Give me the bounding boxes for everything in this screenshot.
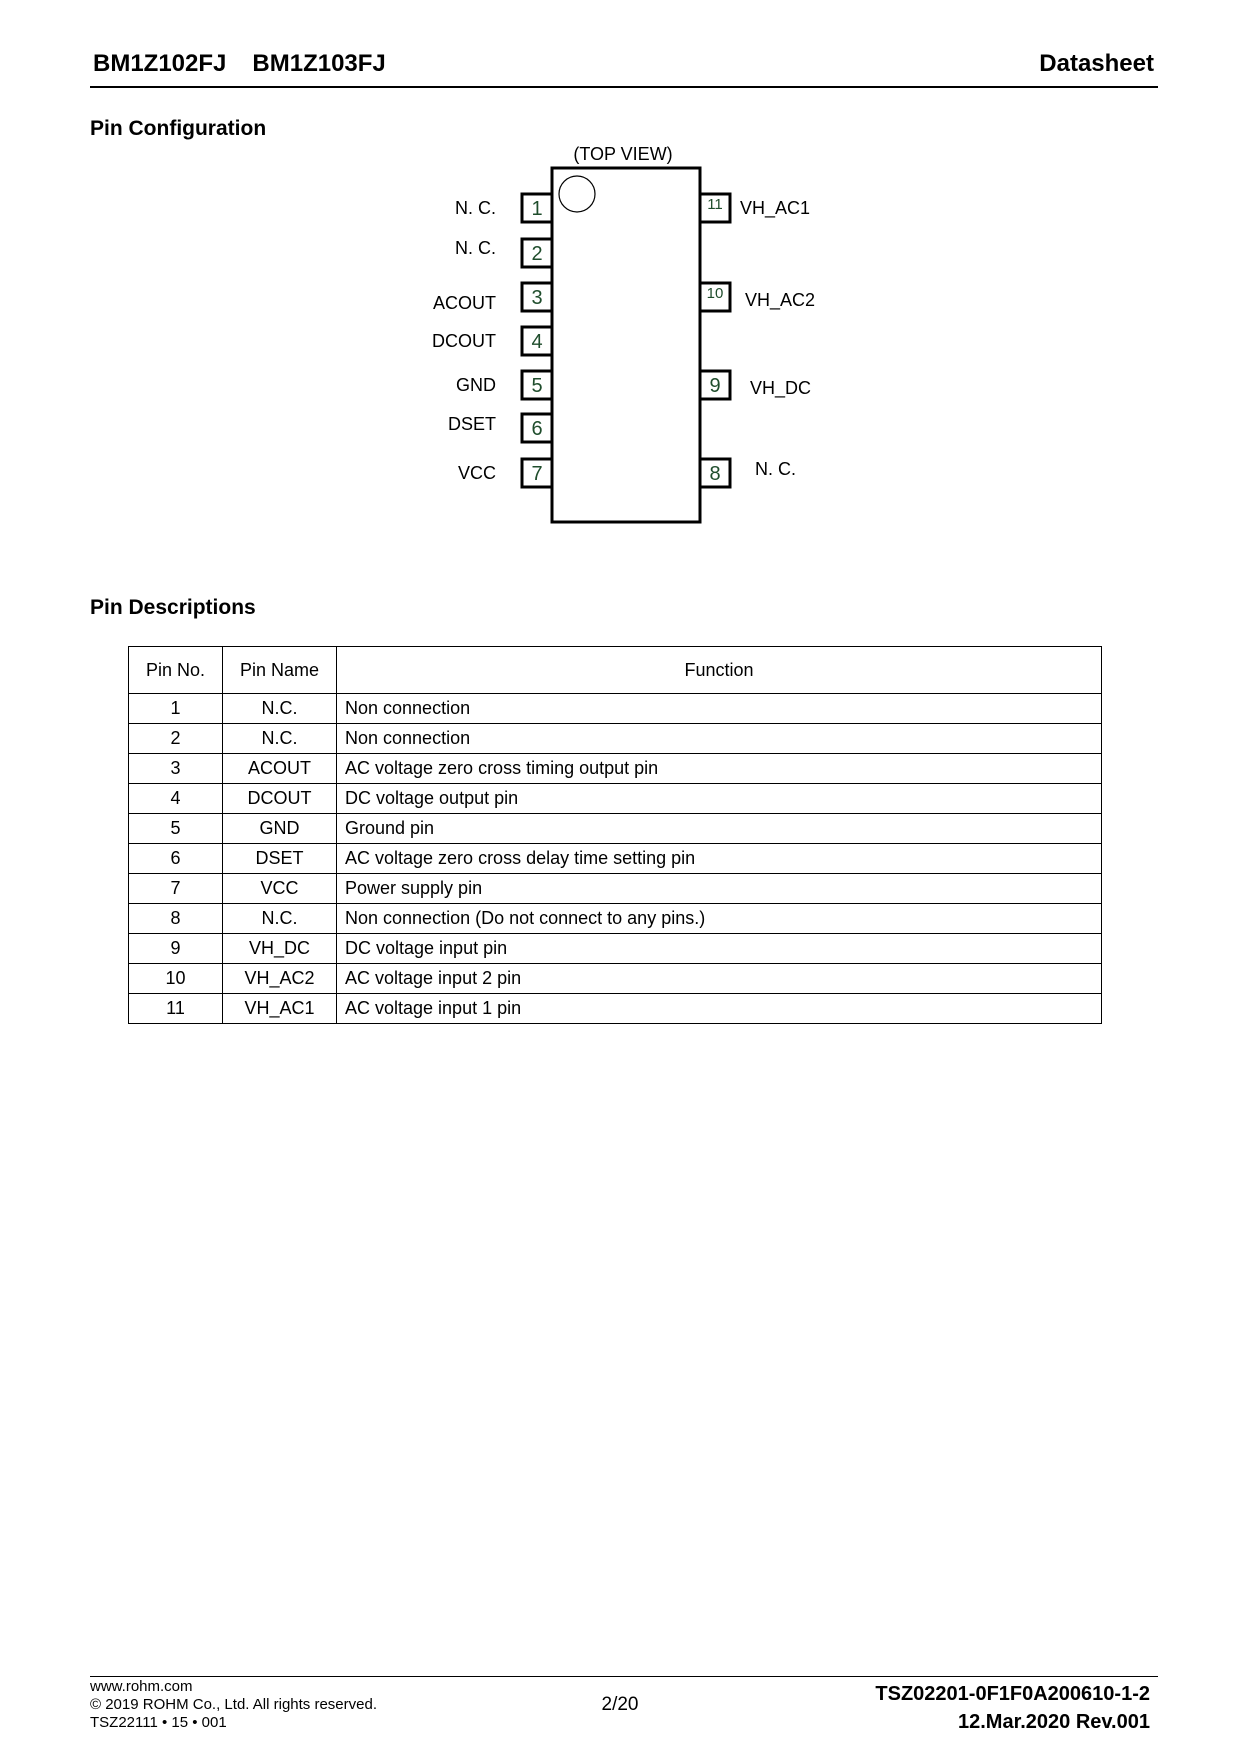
cell-pin-no: 3: [129, 754, 223, 784]
left-pin: [433, 283, 552, 313]
cell-function: Ground pin: [337, 814, 1102, 844]
cell-pin-no: 8: [129, 904, 223, 934]
cell-pin-name: ACOUT: [223, 754, 337, 784]
doc-code-left: TSZ22111 • 15 • 001: [90, 1714, 227, 1731]
cell-pin-no: 2: [129, 724, 223, 754]
pin-label: GND: [456, 375, 496, 395]
col-header-pin-no: Pin No.: [129, 647, 223, 694]
right-pin: [700, 459, 796, 487]
cell-function: AC voltage zero cross timing output pin: [337, 754, 1102, 784]
top-view-label: (TOP VIEW): [573, 144, 673, 164]
cell-pin-name: N.C.: [223, 724, 337, 754]
left-pin: [432, 327, 552, 355]
pin-label: N. C.: [454, 238, 496, 258]
right-pin: [700, 194, 810, 222]
table-row: [129, 994, 1102, 1024]
col-header-pin-name: Pin Name: [223, 647, 337, 694]
pin-label: DSET: [447, 414, 496, 434]
cell-function: DC voltage input pin: [337, 934, 1102, 964]
table-row: [129, 964, 1102, 994]
cell-pin-name: VCC: [223, 874, 337, 904]
pin-number: 2: [531, 243, 543, 265]
cell-pin-name: VH_AC2: [223, 964, 337, 994]
col-header-function: Function: [337, 647, 1102, 694]
table-row: [129, 754, 1102, 784]
pin-label: ACOUT: [433, 293, 496, 313]
table-row: [129, 814, 1102, 844]
table-row: [129, 844, 1102, 874]
pin1-marker: [559, 176, 595, 212]
pin-number: 7: [531, 463, 543, 485]
right-pin: [700, 283, 815, 311]
cell-function: AC voltage input 2 pin: [337, 964, 1102, 994]
left-pin: [455, 194, 552, 222]
cell-function: Non connection (Do not connect to any pins.): [337, 904, 1102, 934]
part-number-1: BM1Z102FJ: [93, 50, 227, 77]
cell-function: AC voltage zero cross delay time setting pin: [337, 844, 1102, 874]
pin-number: 11: [707, 196, 723, 213]
left-pin: [448, 414, 552, 442]
cell-function: DC voltage output pin: [337, 784, 1102, 814]
cell-pin-name: N.C.: [223, 694, 337, 724]
pin-number: 8: [709, 463, 721, 485]
cell-pin-no: 4: [129, 784, 223, 814]
doc-number: TSZ02201-0F1F0A200610-1-2: [875, 1683, 1150, 1705]
cell-function: AC voltage input 1 pin: [337, 994, 1102, 1024]
part-number-2: BM1Z103FJ: [252, 50, 386, 77]
copyright: © 2019 ROHM Co., Ltd. All rights reserved.: [90, 1696, 377, 1713]
table-row: [129, 724, 1102, 754]
cell-pin-name: VH_AC1: [223, 994, 337, 1024]
cell-function: Power supply pin: [337, 874, 1102, 904]
pin-desc-title: Pin Descriptions: [90, 596, 256, 619]
ic-package-body: [552, 168, 700, 522]
pin-label: DCOUT: [432, 331, 496, 351]
pin-number: 9: [709, 375, 721, 397]
left-pin: [458, 459, 552, 487]
pin-config-title: Pin Configuration: [90, 117, 267, 140]
doc-type-label: Datasheet: [1039, 50, 1154, 77]
pin-label: VCC: [457, 463, 496, 483]
left-pin: [455, 238, 552, 267]
table-row: [129, 694, 1102, 724]
left-pin: [456, 371, 552, 399]
cell-pin-name: DSET: [223, 844, 337, 874]
pin-number: 5: [531, 375, 543, 397]
table-row: [129, 934, 1102, 964]
cell-pin-name: VH_DC: [223, 934, 337, 964]
pin-number: 1: [531, 198, 543, 220]
right-pin: [700, 371, 811, 399]
page-number: 2/20: [601, 1694, 639, 1715]
footer-divider: [90, 1676, 1158, 1677]
cell-function: Non connection: [337, 694, 1102, 724]
cell-pin-name: GND: [223, 814, 337, 844]
table-header-row: [129, 647, 1102, 694]
pin-label: N. C.: [755, 459, 797, 479]
date-revision: 12.Mar.2020 Rev.001: [957, 1711, 1150, 1733]
cell-pin-no: 5: [129, 814, 223, 844]
pin-label: VH_DC: [750, 378, 812, 398]
pin-label: VH_AC1: [740, 198, 811, 218]
cell-function: Non connection: [337, 724, 1102, 754]
cell-pin-no: 11: [129, 994, 223, 1024]
pin-number: 3: [531, 287, 543, 309]
website-link[interactable]: www.rohm.com: [90, 1678, 193, 1695]
footer-right: [875, 1680, 1150, 1736]
cell-pin-no: 7: [129, 874, 223, 904]
pin-number: 6: [531, 418, 543, 440]
pin-diagram: [0, 0, 1240, 560]
pin-description-table: [128, 646, 1102, 1024]
cell-pin-no: 9: [129, 934, 223, 964]
pin-label: N. C.: [454, 198, 496, 218]
cell-pin-no: 6: [129, 844, 223, 874]
pin-number: 10: [706, 285, 724, 302]
cell-pin-no: 1: [129, 694, 223, 724]
table-row: [129, 874, 1102, 904]
cell-pin-name: N.C.: [223, 904, 337, 934]
pin-number: 4: [531, 331, 543, 353]
cell-pin-no: 10: [129, 964, 223, 994]
table-row: [129, 904, 1102, 934]
pin-label: VH_AC2: [745, 290, 816, 310]
table-row: [129, 784, 1102, 814]
cell-pin-name: DCOUT: [223, 784, 337, 814]
